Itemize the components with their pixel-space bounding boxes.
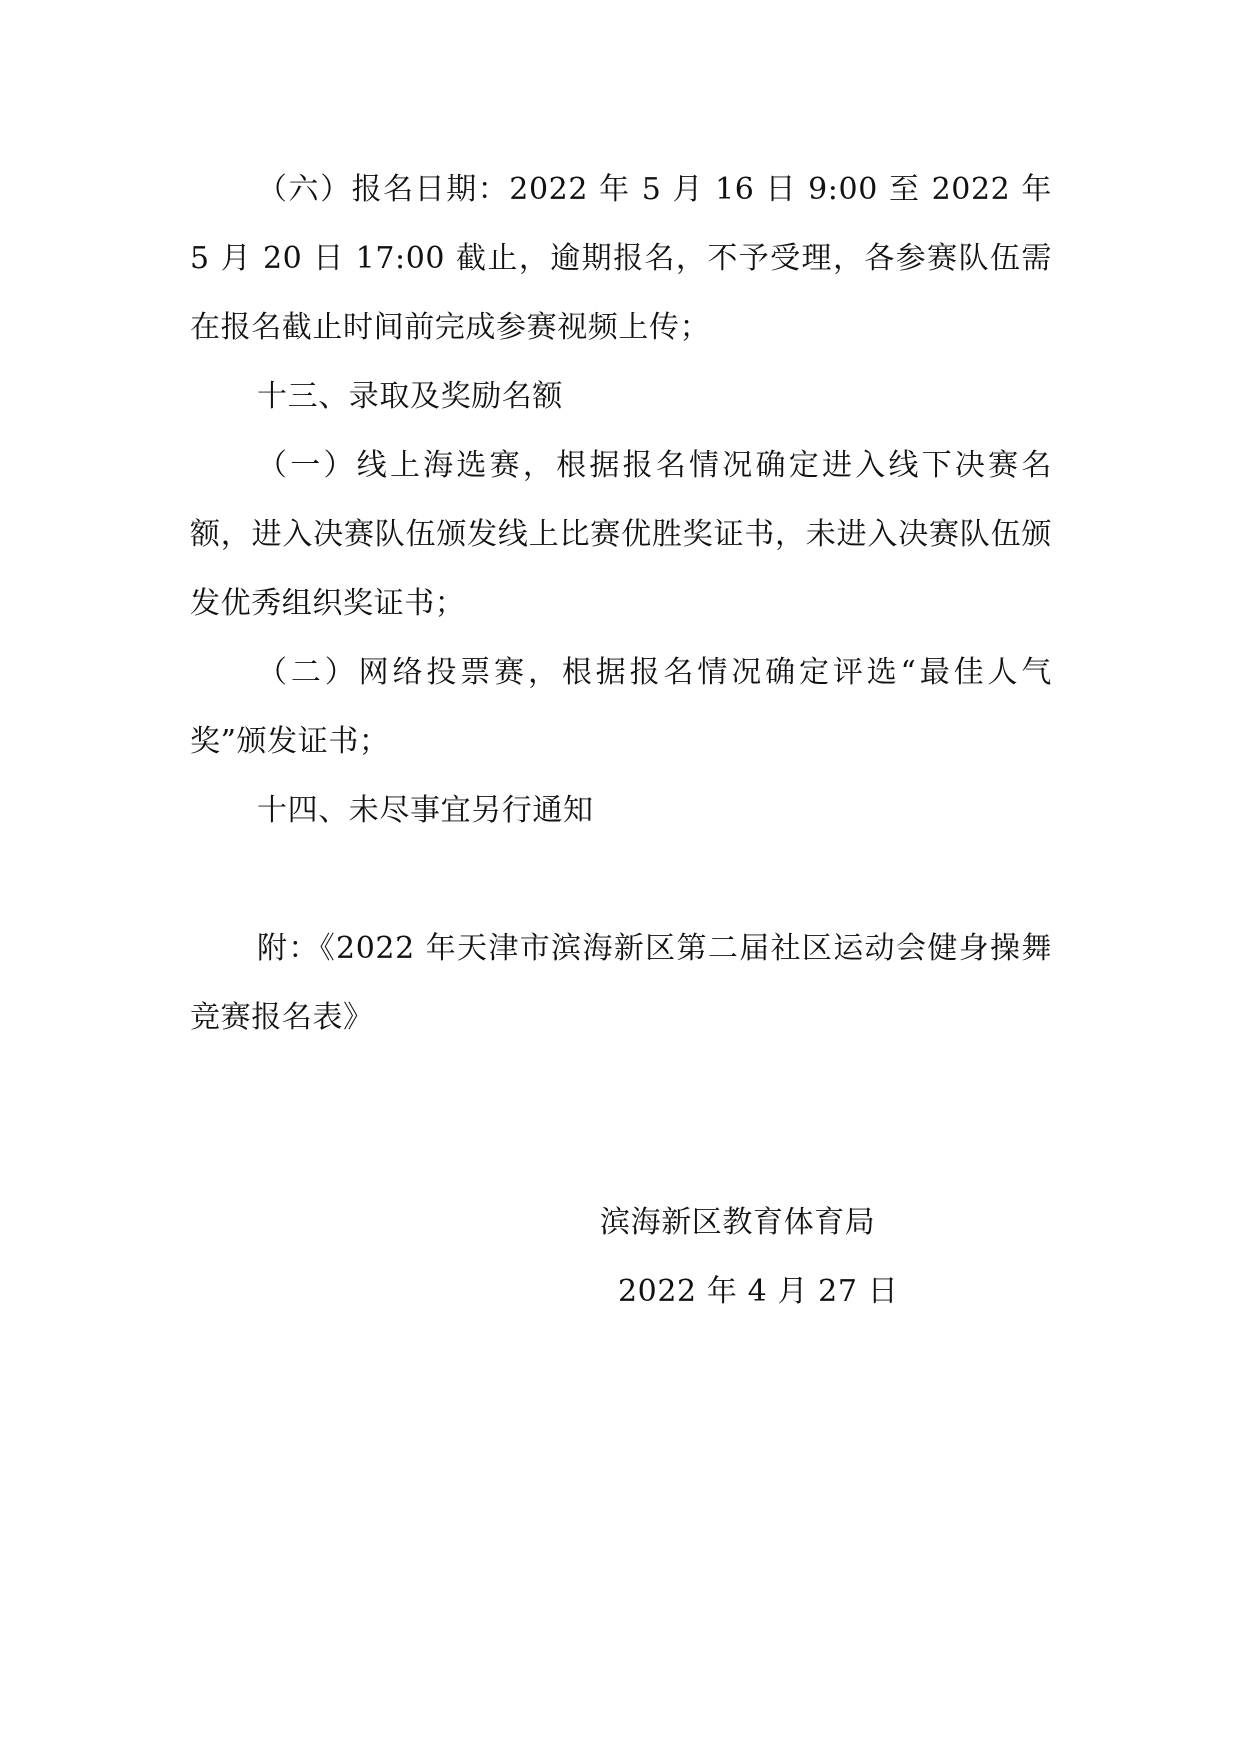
- attachment-paragraph: 附：《2022 年天津市滨海新区第二届社区运动会健身操舞竞赛报名表》: [190, 931, 1052, 1035]
- signature-block: [600, 1188, 960, 1326]
- online-voting-paragraph: （二）网络投票赛，根据报名情况确定评选“最佳人气奖”颁发证书；: [190, 655, 1052, 759]
- issue-date: 2022 年 4 月 27 日: [618, 1274, 899, 1309]
- registration-date-paragraph: （六）报名日期：2022 年 5 月 16 日 9:00 至 2022 年 5 月 20 日 17:00 截止，逾期报名，不予受理，各参赛队伍需在报名截止时间前完成参赛视频上传；: [190, 172, 1052, 345]
- online-selection-paragraph: （一）线上海选赛，根据报名情况确定进入线下决赛名额，进入决赛队伍颁发线上比赛优胜奖证书，未进入决赛队伍颁发优秀组织奖证书；: [190, 448, 1052, 621]
- document-body: [190, 155, 1052, 1052]
- blank-line: [190, 845, 1052, 914]
- section-13-heading: 十三、录取及奖励名额: [257, 379, 563, 414]
- issuer-name: 滨海新区教育体育局: [600, 1205, 876, 1240]
- section-14-heading: 十四、未尽事宜另行通知: [257, 793, 594, 828]
